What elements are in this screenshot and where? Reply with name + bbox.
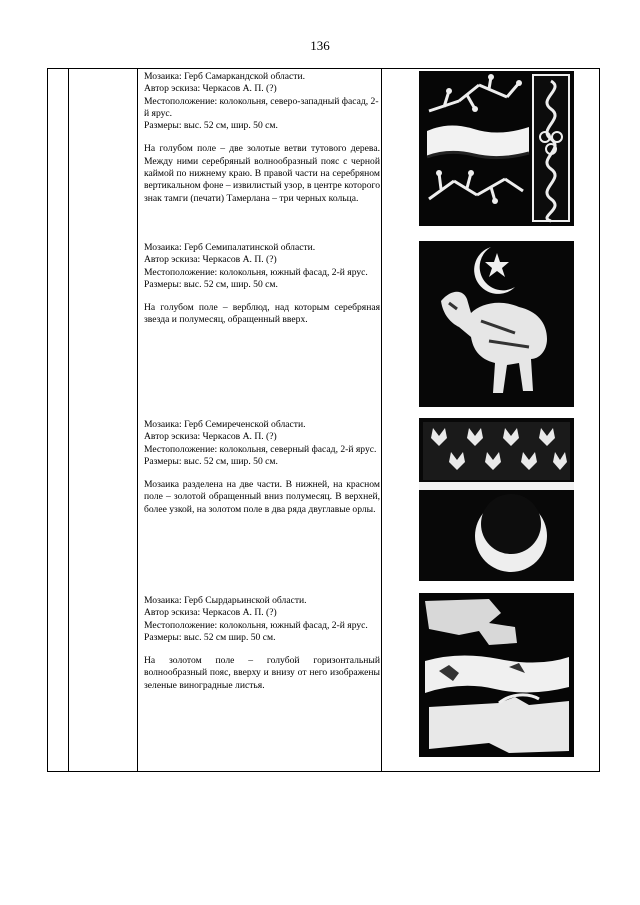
column-divider bbox=[68, 69, 69, 771]
page-number: 136 bbox=[310, 38, 330, 53]
entry-size: Размеры: выс. 52 см, шир. 50 см. bbox=[144, 455, 278, 467]
entry-description: На голубом поле – верблюд, над которым серебряная звезда и полумесяц, обращенный вверх. bbox=[144, 302, 380, 326]
catalog-table bbox=[47, 68, 600, 772]
semirechensk-coat-of-arms-image bbox=[419, 418, 574, 581]
entry-title: Мозаика: Герб Семиреченской области. bbox=[144, 419, 306, 430]
entry-author: Автор эскиза: Черкасов А. П. (?) bbox=[144, 607, 277, 619]
syrdarya-mosaic-graphic bbox=[419, 593, 574, 757]
entry-title: Мозаика: Герб Сырдарьинской области. bbox=[144, 595, 307, 606]
entry-size: Размеры: выс. 52 см шир. 50 см. bbox=[144, 631, 276, 643]
entry-location: Местоположение: колокольня, южный фасад, 2-й ярус. bbox=[144, 619, 368, 631]
entry-location: Местоположение: колокольня, южный фасад, 2-й ярус. bbox=[144, 266, 368, 278]
entry-description: Мозаика разделена на две части. В нижней, на красном поле – золотой обращенный вниз полумесяц. В верхней, более узкой, на золотом поле в два ряда двуглавые орлы. bbox=[144, 479, 380, 515]
entry-author: Автор эскиза: Черкасов А. П. (?) bbox=[144, 254, 277, 266]
entry-author: Автор эскиза: Черкасов А. П. (?) bbox=[144, 83, 277, 95]
samarkand-mosaic-graphic bbox=[419, 71, 574, 226]
semipalatinsk-coat-of-arms-image bbox=[419, 241, 574, 407]
entry-title: Мозаика: Герб Семипалатинской области. bbox=[144, 242, 316, 253]
syrdarya-coat-of-arms-image bbox=[419, 593, 574, 757]
entry-title: Мозаика: Герб Самаркандской области. bbox=[144, 71, 305, 82]
entry-size: Размеры: выс. 52 см, шир. 50 см. bbox=[144, 120, 278, 132]
catalog-entry-samarkand bbox=[144, 71, 380, 205]
column-divider bbox=[137, 69, 138, 771]
samarkand-coat-of-arms-image bbox=[419, 71, 574, 226]
semipalatinsk-mosaic-graphic bbox=[419, 241, 574, 407]
entry-description: На голубом поле – две золотые ветви тутового дерева. Между ними серебряный волнообразный пояс с черной каймой по нижнему краю. В правой части на серебряном вертикальном фоне – извилистый узор, в центре которого знак тамги (печати) Тамерлана – три черных кольца. bbox=[144, 143, 380, 204]
entry-size: Размеры: выс. 52 см, шир. 50 см. bbox=[144, 278, 278, 290]
entry-author: Автор эскиза: Черкасов А. П. (?) bbox=[144, 431, 277, 443]
semirechensk-mosaic-graphic bbox=[419, 418, 574, 581]
column-divider bbox=[381, 69, 382, 771]
entry-description: На золотом поле – голубой горизонтальный волнообразный пояс, вверху и внизу от него изображены зеленые виноградные листья. bbox=[144, 655, 380, 691]
catalog-entry-semipalatinsk bbox=[144, 242, 380, 327]
catalog-entry-syrdarya bbox=[144, 595, 380, 692]
entry-location: Местоположение: колокольня, северный фасад, 2-й ярус. bbox=[144, 443, 377, 455]
entry-location: Местоположение: колокольня, северо-западный фасад, 2-й ярус. bbox=[144, 95, 379, 119]
catalog-entry-semirechensk bbox=[144, 419, 380, 516]
